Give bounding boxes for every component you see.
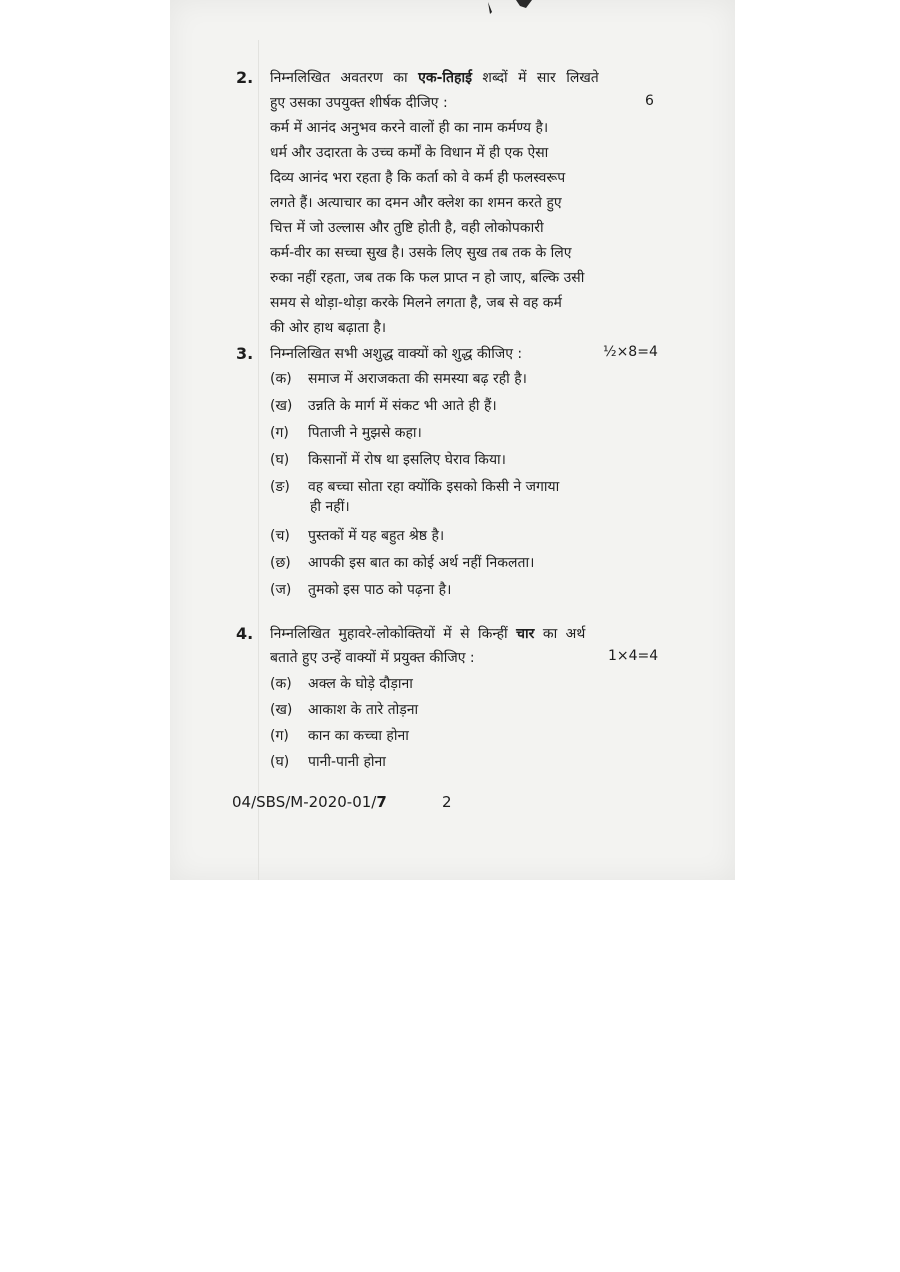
question-marks: 1×4=4 (608, 648, 659, 664)
item-text: किसानों में रोष था इसलिए घेराव किया। (308, 452, 506, 468)
passage-line: रुका नहीं रहता, जब तक कि फल प्राप्त न हो जाए, बल्कि उसी (270, 270, 585, 286)
list-item (270, 526, 444, 545)
item-text: तुमको इस पाठ को पढ़ना है। (308, 582, 452, 598)
list-item (270, 423, 422, 442)
question-text: निम्नलिखित अवतरण का एक-तिहाई शब्दों में सार लिखते (270, 70, 599, 86)
item-text: उन्नति के मार्ग में संकट भी आते ही हैं। (308, 398, 497, 414)
question-marks: ½×8=4 (603, 344, 658, 360)
item-label: (ङ) (270, 479, 290, 495)
item-text: पानी-पानी होना (308, 754, 386, 770)
question-marks: 6 (645, 93, 654, 109)
item-text: आकाश के तारे तोड़ना (308, 702, 419, 718)
question-number: 3. (236, 344, 254, 363)
passage-line: धर्म और उदारता के उच्च कर्मों के विधान में ही एक ऐसा (270, 145, 549, 161)
passage-line: कर्म-वीर का सच्चा सुख है। उसके लिए सुख तब तक के लिए (270, 245, 572, 261)
question-text: निम्नलिखित मुहावरे-लोकोक्तियों में से किन्हीं चार का अर्थ (270, 626, 586, 642)
list-item (270, 553, 534, 572)
question-text: निम्नलिखित सभी अशुद्ध वाक्यों को शुद्ध कीजिए : (270, 346, 523, 362)
list-item (270, 726, 409, 745)
item-label: (घ) (270, 452, 290, 468)
list-item (270, 369, 527, 388)
item-text: वह बच्चा सोता रहा क्योंकि इसको किसी ने जगाया (308, 479, 560, 495)
list-item (270, 396, 497, 415)
list-item (270, 752, 386, 771)
item-label: (च) (270, 528, 290, 544)
item-text: पुस्तकों में यह बहुत श्रेष्ठ है। (308, 528, 445, 544)
passage-line: लगते हैं। अत्याचार का दमन और क्लेश का शमन करते हुए (270, 195, 562, 211)
page-number: 2 (442, 793, 452, 811)
item-label: (ग) (270, 728, 289, 744)
ink-mark (486, 0, 536, 16)
scan-fold-line (258, 40, 259, 880)
list-item (270, 477, 560, 515)
item-label: (ख) (270, 702, 293, 718)
item-label: (ख) (270, 398, 293, 414)
item-label: (घ) (270, 754, 290, 770)
question-number: 4. (236, 624, 254, 643)
item-label: (ज) (270, 582, 292, 598)
passage-line: दिव्य आनंद भरा रहता है कि कर्ता को वे कर्म ही फलस्वरूप (270, 170, 566, 186)
paper-code: 04/SBS/M-2020-01/7 (232, 793, 387, 811)
item-text: समाज में अराजकता की समस्या बढ़ रही है। (308, 371, 527, 387)
item-text: पिताजी ने मुझसे कहा। (308, 425, 422, 441)
passage-line: कर्म में आनंद अनुभव करने वालों ही का नाम कर्मण्य है। (270, 120, 549, 136)
question-text: हुए उसका उपयुक्त शीर्षक दीजिए : (270, 95, 448, 111)
passage-line: चित्त में जो उल्लास और तुष्टि होती है, वही लोकोपकारी (270, 220, 544, 236)
item-label: (छ) (270, 555, 291, 571)
question-number: 2. (236, 68, 254, 87)
passage-line: समय से थोड़ा-थोड़ा करके मिलने लगता है, जब से वह कर्म (270, 295, 562, 311)
item-text: आपकी इस बात का कोई अर्थ नहीं निकलता। (308, 555, 535, 571)
list-item (270, 450, 506, 469)
list-item (270, 700, 418, 719)
passage-line: की ओर हाथ बढ़ाता है। (270, 320, 387, 336)
item-text: अक्ल के घोड़े दौड़ाना (308, 676, 413, 692)
item-label: (क) (270, 371, 292, 387)
item-text-continuation: ही नहीं। (310, 499, 350, 515)
list-item (270, 674, 413, 693)
item-text: कान का कच्चा होना (308, 728, 409, 744)
item-label: (क) (270, 676, 292, 692)
item-label: (ग) (270, 425, 289, 441)
question-text: बताते हुए उन्हें वाक्यों में प्रयुक्त कीजिए : (270, 650, 475, 666)
list-item (270, 580, 451, 599)
